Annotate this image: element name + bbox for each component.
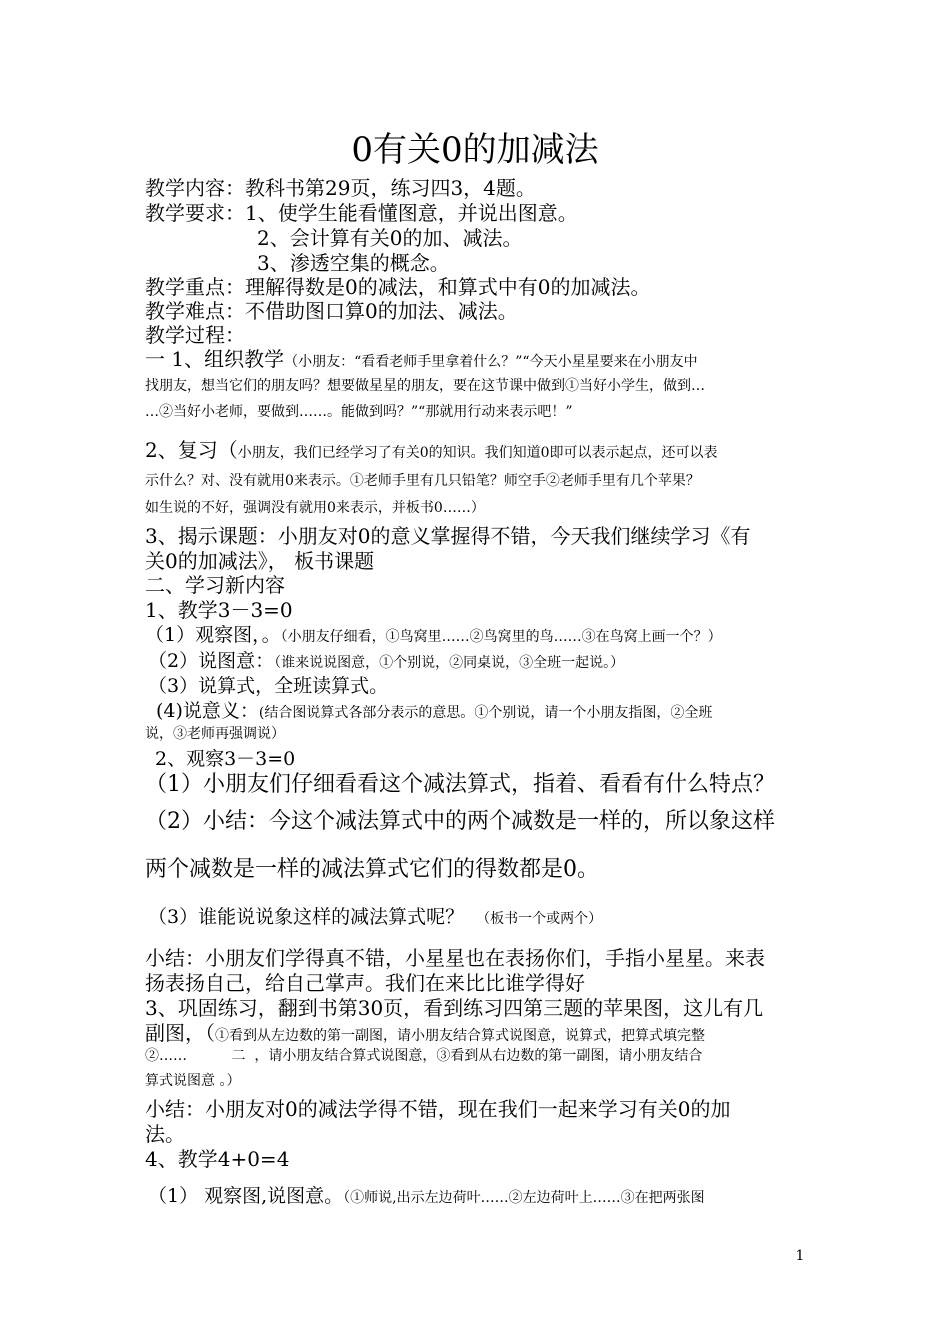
line-describe bbox=[148, 650, 624, 673]
line-req-3 bbox=[257, 251, 450, 275]
line-text: 教学难点：不借助图口算0的加法、减法。 bbox=[145, 299, 518, 323]
line-process bbox=[145, 323, 245, 347]
line-note: 如生说的不好，强调没有就用0来表示，并板书0……） bbox=[145, 500, 485, 516]
line-note: 小朋友，我们已经学习了有关0的知识。我们知道0即可以表示起点，还可以表 bbox=[237, 445, 718, 461]
line-observe bbox=[145, 624, 722, 647]
line-note: …②当好小老师，要做到……。能做到吗？”“那就用行动来表示吧！” bbox=[145, 404, 573, 420]
line-review-2 bbox=[145, 473, 700, 490]
line-note: 找朋友，想当它们的朋友吗？想要做星星的朋友，要在这节课中做到①当好小学生，做到… bbox=[145, 378, 705, 394]
line-meaning bbox=[156, 700, 712, 723]
line-organize bbox=[145, 347, 698, 371]
line-text: 小结：小朋友对0的减法学得不错，现在我们一起来学习有关0的加 bbox=[145, 1097, 731, 1121]
line-topic bbox=[145, 524, 750, 548]
line-note: 算式说图意 。） bbox=[145, 1073, 241, 1089]
line-text: （1） 观察图,说图意。 bbox=[148, 1185, 344, 1207]
line-note: ②…… 二 ，请小朋友结合算式说图意，③看到从右边数的第一副图，请小朋友结合 bbox=[145, 1048, 703, 1064]
line-text: 2、复习（ bbox=[145, 438, 238, 462]
line-req-2 bbox=[257, 226, 522, 250]
line-text: （1）小朋友们仔细看看这个减法算式，指着、看看有什么特点？ bbox=[145, 772, 775, 797]
line-text: 关0的加减法》， 板书课题 bbox=[145, 549, 375, 573]
line-text: 3、揭示课题：小朋友对0的意义掌握得不错，今天我们继续学习《有 bbox=[145, 524, 751, 548]
line-text: （2）小结：今这个减法算式中的两个减数是一样的，所以象这样 bbox=[145, 809, 775, 834]
line-text: 副图，（ bbox=[145, 1021, 215, 1045]
line-summary bbox=[145, 809, 775, 835]
line-text: （1）观察图，。 bbox=[145, 624, 281, 646]
line-teach-4 bbox=[145, 1147, 289, 1171]
line-practice-4 bbox=[145, 1073, 240, 1090]
line-organize-3 bbox=[145, 404, 572, 421]
line-summary-3 bbox=[145, 1097, 730, 1121]
line-examples bbox=[148, 906, 602, 929]
line-text: 二、学习新内容 bbox=[145, 573, 285, 597]
line-text: 2、会计算有关0的加、减法。 bbox=[257, 226, 523, 250]
line-note: ①看到从左边数的第一副图，请小朋友结合算式说图意，说算式，把算式填完整 bbox=[215, 1028, 705, 1044]
line-text: 2、观察3－3=0 bbox=[155, 748, 296, 770]
line-topic-2 bbox=[145, 549, 374, 573]
line-section-2 bbox=[145, 573, 285, 597]
line-practice bbox=[145, 996, 763, 1020]
line-text: 3、巩固练习，翻到书第30页，看到练习四第三题的苹果图，这儿有几 bbox=[145, 996, 764, 1020]
line-note: （板书一个或两个） bbox=[476, 911, 603, 927]
line-text: （2）说图意： bbox=[148, 650, 275, 672]
line-text: 教学内容：教科书第29页，练习四3，4题。 bbox=[145, 176, 536, 200]
line-key-point bbox=[145, 275, 650, 299]
line-text: 法。 bbox=[145, 1122, 185, 1146]
line-text: 小结：小朋友们学得真不错，小星星也在表扬你们，手指小星星。来表 bbox=[145, 946, 765, 970]
line-text: 两个减数是一样的减法算式它们的得数都是0。 bbox=[145, 857, 599, 882]
line-summary-2 bbox=[145, 857, 599, 883]
line-text: 1、教学3－3=0 bbox=[145, 598, 293, 622]
line-requirements bbox=[145, 201, 578, 225]
line-formula bbox=[148, 675, 388, 698]
line-practice-2 bbox=[145, 1021, 705, 1045]
line-text: 教学要求：1、使学生能看懂图意，并说出图意。 bbox=[145, 201, 578, 225]
line-praise-2 bbox=[145, 971, 585, 995]
page-number: 1 bbox=[795, 1248, 805, 1264]
line-text: 3、渗透空集的概念。 bbox=[257, 251, 450, 275]
line-text: 教学过程： bbox=[145, 323, 245, 347]
line-observe-3 bbox=[148, 1185, 705, 1208]
line-organize-2 bbox=[145, 378, 705, 395]
line-note: 示什么？对、没有就用0来表示。①老师手里有几只铅笔？师空手②老师手里有几个苹果？ bbox=[145, 473, 700, 489]
line-text: 扬表扬自己，给自己掌声。我们在来比比谁学得好 bbox=[145, 971, 585, 995]
line-text: 4、教学4+0=4 bbox=[145, 1147, 290, 1171]
line-teach-1 bbox=[145, 598, 293, 622]
line-practice-3 bbox=[145, 1048, 702, 1065]
line-note: （小朋友：“看看老师手里拿着什么？”“今天小星星要来在小朋友中 bbox=[284, 354, 698, 370]
line-observe-2 bbox=[155, 748, 295, 771]
line-note: （谁来说说图意，①个别说，②同桌说，③全班一起说。） bbox=[274, 655, 625, 671]
line-difficulty bbox=[145, 299, 518, 323]
line-text: 一 1、组织教学 bbox=[145, 347, 285, 371]
line-note: (结合图说算式各部分表示的意思。①个别说，请一个小朋友指图，②全班 bbox=[258, 705, 713, 721]
line-feature bbox=[145, 772, 775, 798]
line-content bbox=[145, 176, 536, 200]
line-summary-4 bbox=[145, 1122, 185, 1146]
line-text: （3）谁能说说象这样的减法算式呢？ bbox=[148, 906, 465, 928]
line-note: （①师说,出示左边荷叶……②左边荷叶上……③在把两张图 bbox=[343, 1190, 705, 1206]
line-text: （3）说算式，全班读算式。 bbox=[148, 675, 389, 697]
line-text: (4)说意义： bbox=[156, 700, 259, 722]
line-text: 教学重点：理解得数是0的减法，和算式中有0的加减法。 bbox=[145, 275, 651, 299]
line-review-3 bbox=[145, 500, 485, 517]
line-note: 说，③老师再强调说） bbox=[145, 726, 285, 742]
line-praise bbox=[145, 946, 765, 970]
page-title: 0有关0的加减法 bbox=[351, 130, 599, 170]
line-meaning-2 bbox=[145, 726, 285, 743]
line-review bbox=[145, 438, 718, 462]
line-note: （小朋友仔细看，①鸟窝里……②鸟窝里的鸟……③在鸟窝上画一个？） bbox=[280, 629, 722, 645]
